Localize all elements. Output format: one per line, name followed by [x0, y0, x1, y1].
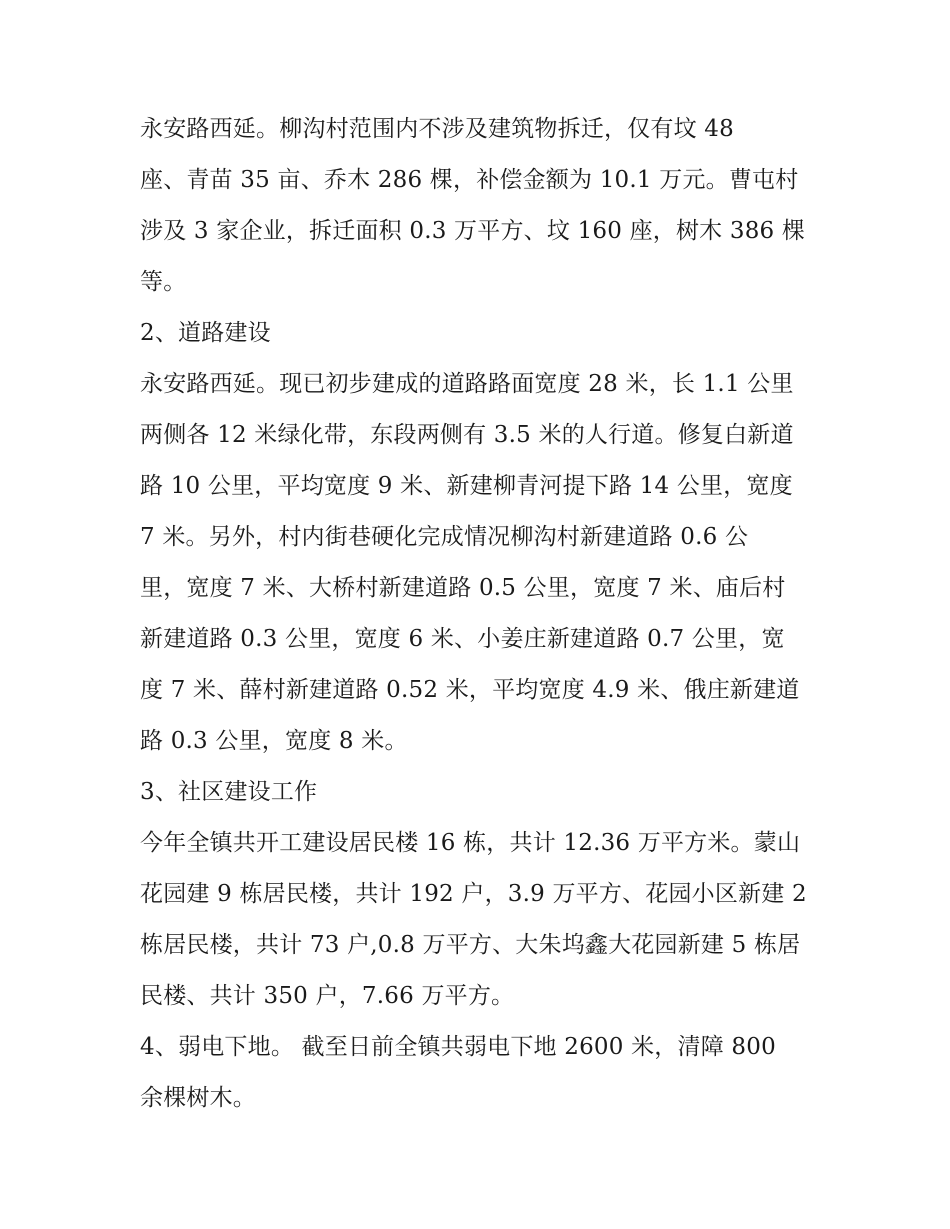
text-line: 花园建 9 栋居民楼，共计 192 户，3.9 万平方、花园小区新建 2: [140, 881, 807, 907]
text-line: 涉及 3 家企业，拆迁面积 0.3 万平方、坟 160 座，树木 386 棵: [140, 218, 806, 244]
text-line: 栋居民楼，共计 73 户,0.8 万平方、大朱坞鑫大花园新建 5 栋居: [140, 932, 801, 958]
text-line: 永安路西延。柳沟村范围内不涉及建筑物拆迁，仅有坟 48: [140, 116, 734, 142]
section-heading: 4、弱电下地。 截至日前全镇共弱电下地 2600 米，清障 800: [140, 1034, 776, 1060]
section-heading: 2、道路建设: [140, 320, 271, 346]
text-line: 民楼、共计 350 户，7.66 万平方。: [140, 983, 515, 1009]
text-line: 新建道路 0.3 公里，宽度 6 米、小姜庄新建道路 0.7 公里，宽: [140, 626, 785, 652]
text-line: 余棵树木。: [140, 1085, 256, 1111]
text-line: 里，宽度 7 米、大桥村新建道路 0.5 公里，宽度 7 米、庙后村: [140, 575, 786, 601]
text-line: 两侧各 12 米绿化带，东段两侧有 3.5 米的人行道。修复白新道: [140, 422, 794, 448]
document-page: [140, 104, 812, 1124]
text-line: 今年全镇共开工建设居民楼 16 栋，共计 12.36 万平方米。蒙山: [140, 830, 801, 856]
text-line: 永安路西延。现已初步建成的道路路面宽度 28 米，长 1.1 公里: [140, 371, 794, 397]
text-line: 座、青苗 35 亩、乔木 286 棵，补偿金额为 10.1 万元。曹屯村: [140, 167, 799, 193]
text-line: 路 0.3 公里，宽度 8 米。: [140, 728, 408, 754]
text-line: 7 米。另外，村内街巷硬化完成情况柳沟村新建道路 0.6 公: [140, 524, 749, 550]
text-line: 度 7 米、薛村新建道路 0.52 米，平均宽度 4.9 米、俄庄新建道: [140, 677, 800, 703]
section-heading: 3、社区建设工作: [140, 779, 318, 805]
text-line: 路 10 公里，平均宽度 9 米、新建柳青河提下路 14 公里，宽度: [140, 473, 793, 499]
text-line: 等。: [140, 269, 187, 295]
